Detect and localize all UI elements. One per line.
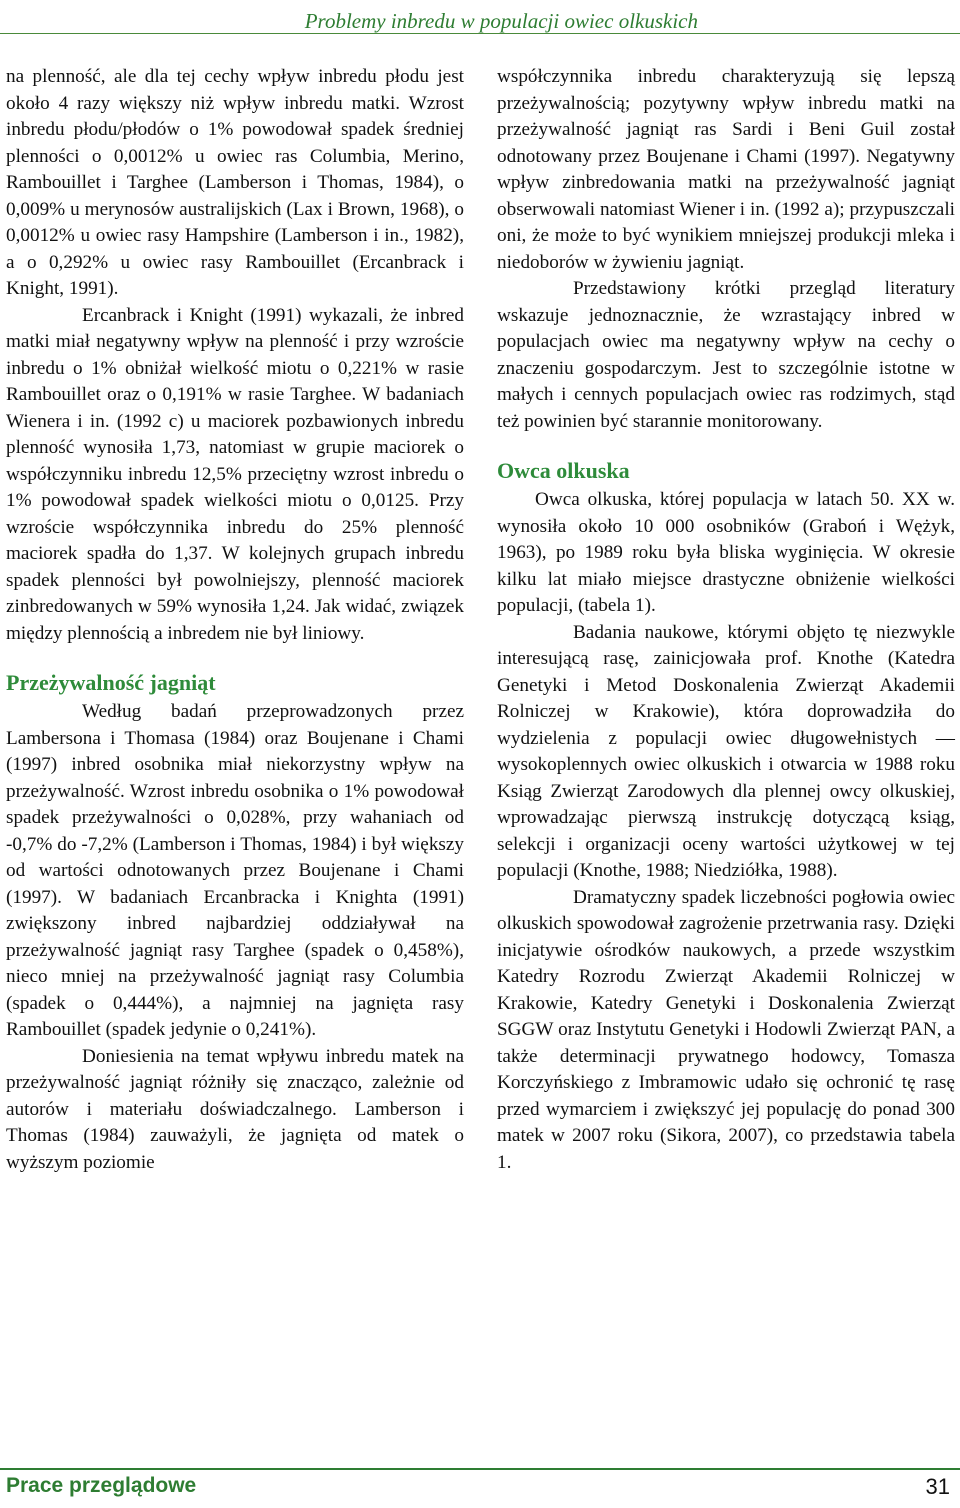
- paragraph: na plenność, ale dla tej cechy wpływ inbredu płodu jest około 4 razy większy niż wpływ inbredu matki. Wzrost inbredu płodu/płodów o 1% powodował spadek średniej plenności o 0,0012% u owiec ras Columbia, Merino, Rambouillet i Targhee (Lamberson i Thomas, 1984), o 0,009% u merynosów australijskich (Lax i Brown, 1968), o 0,0012% u owiec rasy Hampshire (Lamberson i in., 1982), a o 0,292% u owiec rasy Rambouillet (Ercanbrack i Knight, 1991).: [6, 66, 464, 299]
- paragraph: Doniesienia na temat wpływu inbredu matek na przeżywalność jagniąt różniły się znacząco, zależnie od autorów i materiału doświadczalnego. Lamberson i Thomas (1984) zauważyli, że jagnięta od matek o wyższym poziomie: [6, 1045, 464, 1173]
- section-heading-olkuska: Owca olkuska: [497, 458, 630, 483]
- running-title: Problemy inbredu w populacji owiec olkuskich: [304, 9, 698, 33]
- paragraph: Owca olkuska, której populacja w latach 50. XX w. wynosiła około 10 000 osobników (Graboń i Wężyk, 1963), po 1989 roku była bliska wyginięcia. W okresie kilku lat miało miejsce drastyczne obniżenie wielkości populacji, (tabela 1).: [497, 489, 955, 616]
- section-label: Prace przeglądowe: [6, 1474, 197, 1497]
- left-column: [6, 64, 464, 1176]
- header-divider: [0, 33, 960, 34]
- paragraph: Według badań przeprowadzonych przez Lambersona i Thomasa (1984) oraz Boujenane i Chami (1997) inbred osobnika miał niekorzystny wpływ na przeżywalność. Wzrost inbredu osobnika o 1% powodował spadek przeżywalności o 0,028%, przy wahaniach od -0,7% do -7,2% (Lamberson i Thomas, 1984) i był większy od wartości odnotowanych przez Boujenane i Chami (1997). W badaniach Ercanbracka i Knighta (1991) zwiększony inbred najbardziej oddziaływał na przeżywalność jagniąt rasy Targhee (spadek o 0,458%), nieco mniej na przeżywalność jagniąt rasy Columbia (spadek o 0,444%), a najmniej na jagnięta rasy Rambouillet (spadek jedynie o 0,241%).: [6, 701, 464, 1040]
- page-header: [0, 0, 960, 40]
- paragraph: Badania naukowe, którymi objęto tę niezwykle interesującą rasę, zainicjowała prof. Knothe (Katedra Genetyki i Metod Doskonalenia Zwierząt Akademii Rolniczej w Krakowie), która doprowadziła do wydzielenia z populacji owiec długowełnistych — wysokoplennych owiec olkuskich i otwarcia w 1988 roku Ksiąg Zwierząt Zarodowych dla plennej owcy olkuskiej, wprowadzając pierwszą instrukcję dotyczącą ksiąg, selekcji i organizacji oceny wartości użytkowej w tej populacji (Knothe, 1988; Niedziółka, 1988).: [497, 621, 955, 881]
- paragraph: Przedstawiony krótki przegląd literatury wskazuje jednoznacznie, że wzrastający inbred w populacjach owiec ma negatywny wpływ na cechy o znaczeniu gospodarczym. Jest to szczególnie istotne w małych i cennych populacjach owiec ras rodzimych, stąd też powinien być starannie monitorowany.: [497, 278, 955, 432]
- right-column: [497, 64, 955, 1176]
- paragraph: Ercanbrack i Knight (1991) wykazali, że inbred matki miał negatywny wpływ na plenność i przy wzroście inbredu o 1% obniżał wielkość miotu o 0,221% w rasie Rambouillet oraz o 0,191% w rasie Targhee. W badaniach Wienera i in. (1992 c) u maciorek pozbawionych inbredu plenność wynosiła 1,73, natomiast w grupie maciorek o współczynniku inbredu 12,5% przeciętny wzrost inbredu o 1% powodował spadek wielkości miotu o 0,0125. Przy wzroście współczynnika inbredu do 25% plenność maciorek spadła do 1,37. W kolejnych grupach inbredu spadek plenności był powolniejszy, plenność maciorek zinbredowanych w 59% wynosiła 1,24. Jak widać, związek między plennością a inbredem nie był liniowy.: [6, 304, 464, 644]
- paragraph: współczynnika inbredu charakteryzują się lepszą przeżywalnością; pozytywny wpływ inbredu matki na przeżywalność jagniąt ras Sardi i Beni Guil został odnotowany przez Boujenane i Chami (1997). Negatywny wpływ zinbredowania matki na przeżywalność jagniąt obserwowali natomiast Wiener i in. (1992 a); przypuszczali oni, że może to być wynikiem mniejszej produkcji mleka i niedoborów w żywieniu jagniąt.: [497, 66, 955, 273]
- page-footer: [0, 1468, 960, 1508]
- section-heading-survival: Przeżywalność jagniąt: [6, 670, 216, 695]
- paragraph: Dramatyczny spadek liczebności pogłowia owiec olkuskich spowodował zagrożenie przetrwania rasy. Dzięki inicjatywie ośrodków naukowych, a przede wszystkim Katedry Rozrodu Zwierząt Akademii Rolniczej w Krakowie, Katedry Genetyki i Doskonalenia Zwierząt SGGW oraz Instytutu Genetyki i Hodowli Zwierząt PAN, a także determinacji prywatnego hodowcy, Tomasza Korczyńskiego z Imbramowic udało się ochronić tę rasę przed wymarciem i zwiększyć jej populację do ponad 300 matek w 2007 roku (Sikora, 2007), co przedstawia tabela 1.: [497, 886, 955, 1173]
- footer-divider: [0, 1468, 960, 1470]
- page-number: 31: [925, 1474, 950, 1499]
